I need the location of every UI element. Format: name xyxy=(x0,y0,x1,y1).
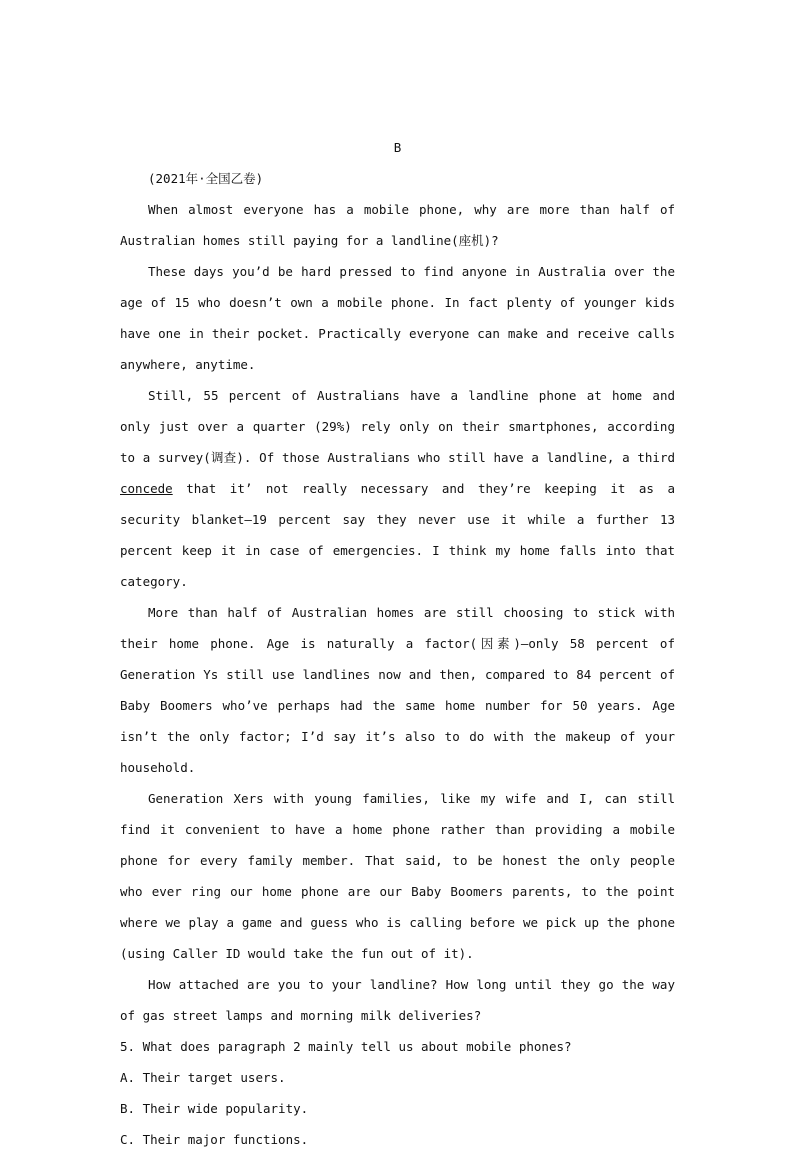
option-c: C. Their major functions. xyxy=(120,1132,309,1147)
paragraph-3-after: that it’ not really necessary and they’re keeping it as a security blanket—19 percent say they never use it while a further 13 percent keep it in case of emergencies. I think my home falls into that category. xyxy=(120,481,675,589)
passage-content xyxy=(120,132,675,1155)
paragraph-1: When almost everyone has a mobile phone, why are more than half of Australian homes still paying for a landline(座机)? xyxy=(120,202,675,248)
section-letter: B xyxy=(393,140,402,155)
paragraph-4: More than half of Australian homes are still choosing to stick with their home phone. Age is naturally a factor(因素)—only 58 percent of Generation Ys still use landlines now and then, compared to 84 percent of Baby Boomers who’ve perhaps had the same home number for 50 years. Age isn’t the only factor; I’d say it’s also to do with the makeup of your household. xyxy=(120,605,675,775)
underlined-word: concede xyxy=(120,481,173,496)
paragraph-5: Generation Xers with young families, like my wife and I, can still find it convenient to have a home phone rather than providing a mobile phone for every family member. That said, to be honest the only people who ever ring our home phone are our Baby Boomers parents, to the point where we play a game and guess who is calling before we pick up the phone (using Caller ID would take the fun out of it). xyxy=(120,791,675,961)
option-b: B. Their wide popularity. xyxy=(120,1101,309,1116)
question-stem: 5. What does paragraph 2 mainly tell us about mobile phones? xyxy=(120,1039,572,1054)
paragraph-6: How attached are you to your landline? How long until they go the way of gas street lamps and morning milk deliveries? xyxy=(120,977,675,1023)
source-note: (2021年·全国乙卷) xyxy=(148,171,264,186)
paragraph-3 xyxy=(120,380,675,597)
paragraph-3-before: Still, 55 percent of Australians have a landline phone at home and only just over a quarter (29%) rely only on their smartphones, according to a survey(调查). Of those Australians who still have a landline, a third xyxy=(120,388,675,465)
paragraph-2: These days you’d be hard pressed to find anyone in Australia over the age of 15 who doesn’t own a mobile phone. In fact plenty of younger kids have one in their pocket. Practically everyone can make and receive calls anywhere, anytime. xyxy=(120,264,675,372)
option-a: A. Their target users. xyxy=(120,1070,286,1085)
